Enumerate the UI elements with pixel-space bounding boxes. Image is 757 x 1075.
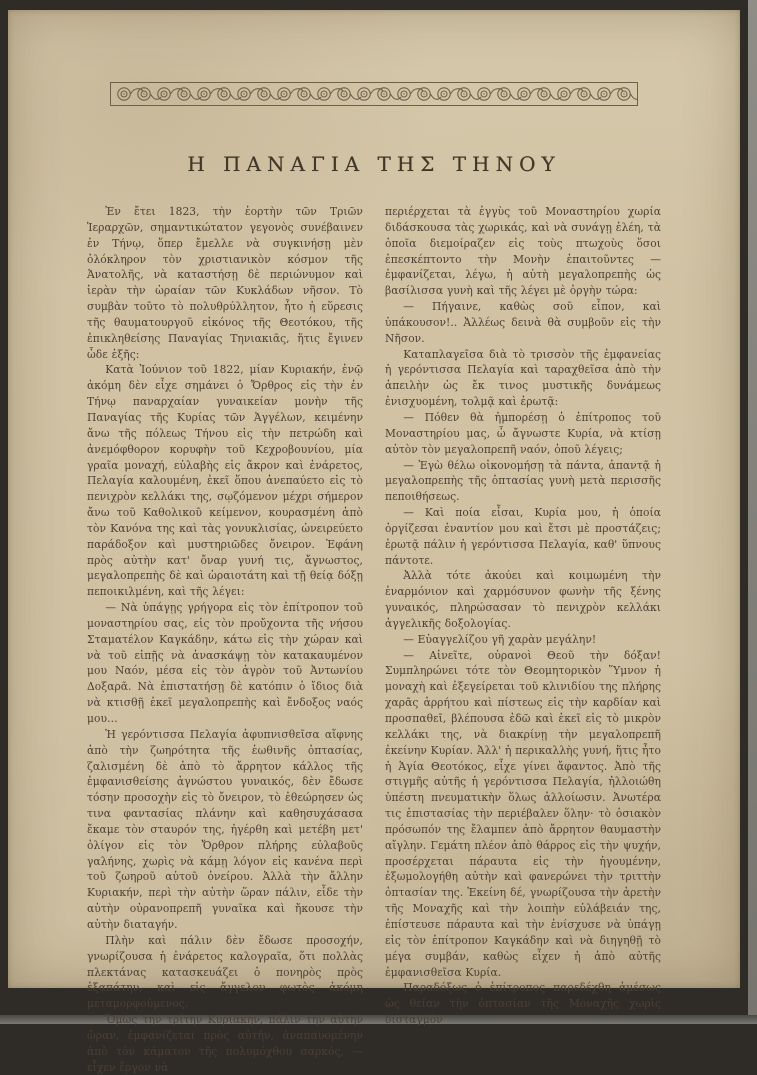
paragraph: Ἐν ἔτει 1823, τὴν ἑορτὴν τῶν Τριῶν Ἱεραρχῶν, σημαντικώτατον γεγονὸς συνέβαινεν ἐν Τήνῳ, ὅπερ ἔμελλε νὰ συγκινήσῃ μὲν ὁλόκληρον τὸν χριστιανικὸν κόσμον τῆς Ἀνατολῆς, νὰ καταστήσῃ δὲ περιώνυμον καὶ ἱερὰν τὴν ὡραίαν τῶν Κυκλάδων νῆσον. Τὸ συμβὰν τοῦτο τὸ πολυθρύλλητον, ἦτο ἡ εὕρεσις τῆς θαυματουργοῦ εἰκόνος τῆς Θεοτόκου, τῆς ἐπικληθείσης Παναγίας Τηνιακιᾶς, ἥτις ἔγινεν ὧδε ἑξῆς: (87, 205, 363, 361)
page-paper (8, 10, 740, 1074)
paragraph: Παραδόξως ὁ ἐπίτροπος παρεδέχθη ἀμέσως ὡς θείαν τὴν ὀπτασίαν τῆς Μοναχῆς χωρὶς δισταγμὸν (385, 981, 661, 1027)
article-body (87, 204, 661, 1075)
paragraph: Ὅμως τὴν τρίτην Κυριακήν, πάλιν τὴν αὐτὴν ὥραν, ἐμφανίζεται πρὸς αὐτήν, ἀναπαυομένην ἀπὸ τὸν κάματον τῆς πολυμόχθου σαρκός, — εἶχεν ἔργον νὰ (87, 1013, 363, 1074)
scanner-edge-right (748, 0, 757, 1024)
dialogue-paragraph: — Νὰ ὑπάγῃς γρήγορα εἰς τὸν ἐπίτροπον τοῦ μοναστηρίου σας, εἰς τὸν προὔχοντα τῆς νήσου Σταματέλον Καγκάδην, κάτω εἰς τὴν χώραν καὶ νὰ τοῦ εἰπῇς νὰ ἀνασκάψῃ τὸν κατακαυμένον μου Ναόν, μέσα εἰς τὸν ἀγρὸν τοῦ Ἀντωνίου Δοξαρᾶ. Νὰ ἐπιστατήσῃ δὲ κατόπιν ὁ ἴδιος διὰ νὰ κτισθῇ ἐκεῖ μεγαλοπρεπὴς καὶ ἔνδοξος ναός μου… (87, 601, 363, 725)
paragraph: Κατὰ Ἰούνιον τοῦ 1822, μίαν Κυριακήν, ἐνῷ ἀκόμη δὲν εἶχε σημάνει ὁ Ὄρθρος εἰς τὴν ἐν Τήνῳ παναρχαίαν γυναικείαν μονὴν τῆς Παναγίας τῆς Κυρίας τῶν Ἀγγέλων, κειμένην ἄνω τῆς πόλεως Τήνου εἰς τὴν πετρώδη καὶ ἀνεμόφθορον κορυφὴν τοῦ Κεχροβουνίου, μία γραῖα μοναχή, εὐλαβὴς εἰς ἄκρον καὶ ἐνάρετος, Πελαγία καλουμένη, ἐκεῖ ὅπου ἀνεπαύετο εἰς τὸ πενιχρὸν κελλάκι της, σῳζόμενον μέχρι σήμερον ἄνω τοῦ Καθολικοῦ κείμενον, κουρασμένη ἀπὸ τὸν Κανόνα της καὶ τὰς γονυκλισίας, ὠνειρεύετο παράδοξον καὶ μυστηριῶδες ὄνειρον. Ἐφάνη πρὸς αὐτὴν κατ' ὄναρ γυνή τις, ἄγνωστος, μεγαλοπρεπὴς δὲ καὶ ὡραιοτάτη καὶ τῇ θείᾳ δόξῃ πεποικιλμένη, καὶ τῆς λέγει: (87, 363, 363, 599)
paragraph: Καταπλαγεῖσα διὰ τὸ τρισσὸν τῆς ἐμφανείας ἡ γερόντισσα Πελαγία καὶ ταραχθεῖσα ἀπὸ τὴν ἀπειλὴν ὡς ἔκ τινος μυστικῆς δυνάμεως ἐνισχυομένη, τολμᾷ καὶ ἐρωτᾷ: (385, 347, 661, 409)
continuation-paragraph: περιέρχεται τὰ ἐγγὺς τοῦ Μοναστηρίου χωρία διδάσκουσα τὰς χωρικάς, καὶ νὰ συνάγῃ ἐλέη, τὰ ὁποῖα διεμοίραζεν εἰς τοὺς πτωχοὺς ὅσοι ἐπεσκέπτοντο τὴν Μονὴν ἐπαιτοῦντες — ἐμφανίζεται, λέγω, ἡ αὐτὴ μεγαλοπρεπὴς ὡς βασίλισσα γυνὴ καὶ τῆς λέγει μὲ ὀργὴν τώρα: (385, 205, 661, 298)
paragraph: Πλὴν καὶ πάλιν δὲν ἔδωσε προσοχήν, γνωρίζουσα ἡ ἐνάρετος καλογραῖα, ὅτι πολλὰς πλεκτάνας κατασκευάζει ὁ πονηρὸς πρὸς ἐξαπάτην, καὶ εἰς ἄγγελον φωτὸς ἀκόμη μεταμορφούμενος. (87, 933, 363, 1011)
column-right (385, 204, 661, 1075)
paragraph: Ἀλλὰ τότε ἀκούει καὶ κοιμωμένη τὴν ἐναρμόνιον καὶ χαρμόσυνον φωνὴν τῆς ξένης γυναικός, πληρώσασαν τὸ πενιχρὸν κελλάκι ἀγγελικῆς δοξολογίας. (385, 569, 661, 630)
ornamental-border (110, 82, 638, 106)
paragraph: — Αἰνεῖτε, οὐρανοὶ Θεοῦ τὴν δόξαν! Συμπληρώνει τότε τὸν Θεομητορικὸν Ὕμνον ἡ μοναχὴ καὶ ἐξεγείρεται τοῦ κλινιδίου της πλήρης χαρᾶς ἀρρήτου καὶ πίστεως εἰς τὴν καρδίαν καὶ προσπαθεῖ, βλέπουσα ἐδῶ καὶ ἐκεῖ εἰς τὸ μικρὸν κελλάκι της, νὰ διακρίνῃ τὴν μεγαλοπρεπῆ ἐκείνην Κυρίαν. Ἀλλ' ἡ περικαλλὴς γυνή, ἥτις ἦτο ἡ Ἁγία Θεοτόκος, εἶχε γίνει ἄφαντος. Ἀπὸ τῆς στιγμῆς αὐτῆς ἡ γερόντισσα Πελαγία, ἠλλοιώθη ὑπέστη πνευματικὴν ὅλως ἀλλοίωσιν. Ἀνωτέρα τις ἐπιστασίας τὴν περιέβαλεν ὅλην· τὸ ὁσιακὸν πρόσωπόν της ἔλαμπεν ἀπὸ ἄρρητον θαυμαστὴν αἴγλην. Γεμάτη πλέον ἀπὸ θάρρος εἰς τὴν ψυχήν, προσέρχεται πάραυτα εἰς τὴν ἡγουμένην, ἐξωμολογήθη αὐτὴν καὶ φανερώνει τὴν τριττὴν ὀπτασίαν της. Ἐκείνη δέ, γνωρίζουσα τὴν ἀρετὴν τῆς Μοναχῆς καὶ τὴν λοιπὴν εὐλάβειάν της, ἐπίστευσε πάραυτα καὶ τὴν ἐνίσχυσε νὰ ὑπάγῃ εἰς τὸν ἐπίτροπον Καγκάδην καὶ νὰ διηγηθῇ τὸ μέγα συμβάν, καθὼς εἶχεν ἡ ἀπὸ αὐτῆς ἐμφανισθεῖσα Κυρία. (385, 648, 661, 979)
column-left (87, 204, 363, 1075)
dialogue-paragraph: — Πήγαινε, καθὼς σοῦ εἶπον, καὶ ὑπάκουσον!.. Ἀλλέως δεινὰ θὰ συμβοῦν εἰς τὴν Νῆσον. (385, 300, 661, 345)
dialogue-paragraph: — Εὐαγγελίζου γῆ χαρὰν μεγάλην! (403, 632, 597, 646)
scroll-ornament-icon (110, 82, 638, 106)
page-title: Η ΠΑΝΑΓΙΑ ΤΗΣ ΤΗΝΟΥ (187, 152, 561, 176)
dialogue-paragraph: — Ἐγὼ θέλω οἰκονομήσῃ τὰ πάντα, ἀπαντᾷ ἡ μεγαλοπρεπὴς τῆς ὀπτασίας γυνὴ μετὰ περισσῆς πεποιθήσεως. (385, 458, 661, 504)
dialogue-paragraph: — Καὶ ποία εἶσαι, Κυρία μου, ἡ ὁποία ὀργίζεσαι ἐναντίον μου καὶ ἔτσι μὲ προστάζεις; ἐρωτᾷ πάλιν ἡ γερόντισσα Πελαγία, καθ' ὕπνους πάντοτε. (385, 506, 661, 567)
paragraph: Ἡ γερόντισσα Πελαγία ἀφυπνισθεῖσα αἴφνης ἀπὸ τὴν ζωηρότητα τῆς ἑωθινῆς ὀπτασίας, ζαλισμένη δὲ ἀπὸ τὸ ἄρρητον κάλλος τῆς ἐμφανισθείσης ἀγνώστου γυναικός, δὲν ἔδωσε τόσην προσοχὴν εἰς τὸ ὄνειρον, τὸ ἐθεώρησεν ὡς τινα φαντασίας πλάνην καὶ καθησυχάσασα ἔκαμε τὸν σταυρόν της, ἠγέρθη καὶ μετέβη μετ' ὀλίγον εἰς τὸν Ὄρθρον πλήρης εὐλαβοῦς γαλήνης, χωρὶς νὰ κάμῃ λόγον εἰς κανένα περὶ τοῦ ζωηροῦ αὐτοῦ ὀνείρου. Ἀλλὰ τὴν ἄλλην Κυριακήν, περὶ τὴν αὐτὴν ὥραν πάλιν, εἶδε τὴν αὐτὴν οὐρανοπρεπῆ γυναῖκα καὶ ἤκουσε τὴν αὐτὴν διαταγήν. (87, 727, 363, 931)
dialogue-paragraph: — Πόθεν θὰ ἠμπορέσῃ ὁ ἐπίτροπος τοῦ Μοναστηρίου μας, ὦ ἄγνωστε Κυρία, νὰ κτίσῃ αὐτὸν τὸν μεγαλοπρεπῆ ναόν, ὁποῦ λέγεις; (385, 410, 661, 456)
